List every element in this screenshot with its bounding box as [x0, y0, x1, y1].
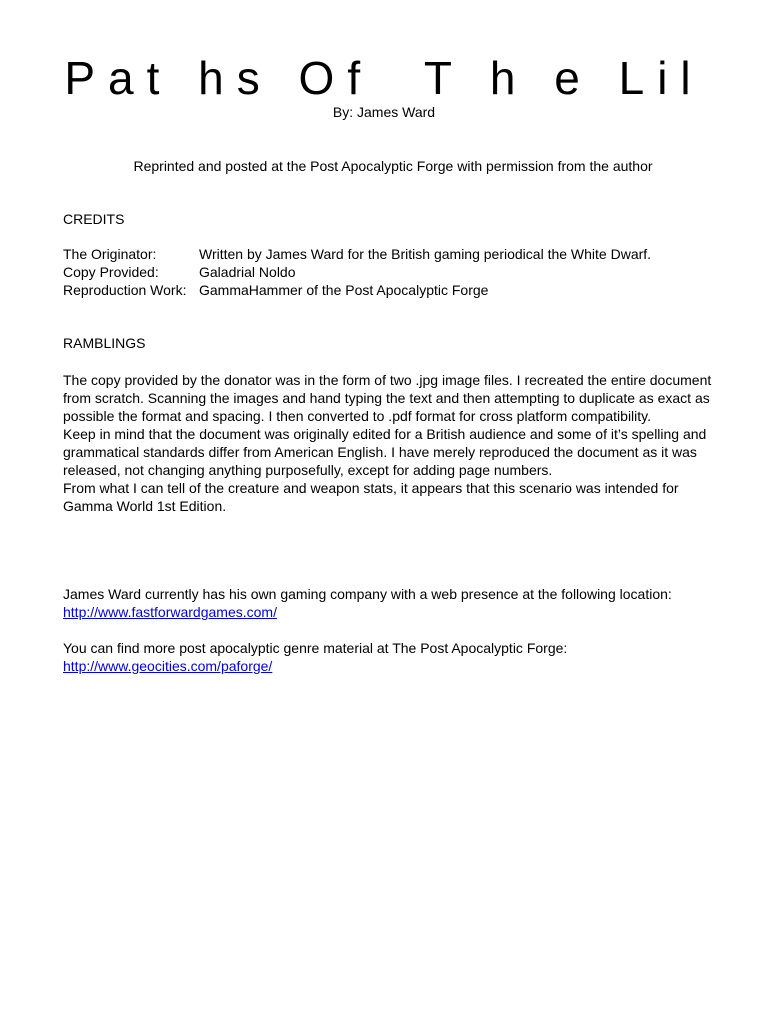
document-title: Pat hs Of T h e Lil	[64, 52, 704, 104]
credits-list	[63, 245, 733, 299]
contact-paforge	[63, 639, 743, 675]
ramblings-body	[63, 371, 729, 515]
ramblings-paragraph: The copy provided by the donator was in the form of two .jpg image files. I recreated the entire document from scratch. Scanning the images and hand typing the text and then attempting to duplicate as exact as possible the format and spacing. I then converted to .pdf format for cross platform compatibility.	[63, 372, 712, 424]
ramblings-paragraph: From what I can tell of the creature and weapon stats, it appears that this scenario was intended for Gamma World 1st Edition.	[63, 480, 679, 514]
reprint-note: Reprinted and posted at the Post Apocalyptic Forge with permission from the author	[133, 158, 653, 174]
credit-label: Reproduction Work:	[63, 282, 187, 298]
credit-value: Written by James Ward for the British gaming periodical the White Dwarf.	[199, 246, 652, 262]
author-byline: By: James Ward	[332, 104, 436, 120]
ramblings-heading: RAMBLINGS	[63, 335, 146, 351]
contact-text: James Ward currently has his own gaming company with a web presence at the following location:	[63, 586, 672, 602]
contact-text: You can find more post apocalyptic genre material at The Post Apocalyptic Forge:	[63, 640, 568, 656]
credit-row-copy-provided	[63, 263, 733, 281]
credit-value: Galadrial Noldo	[199, 264, 296, 280]
credits-heading: CREDITS	[63, 211, 125, 227]
credit-value: GammaHammer of the Post Apocalyptic Forge	[199, 282, 489, 298]
credit-row-originator	[63, 245, 733, 263]
fastforward-link[interactable]: http://www.fastforwardgames.com/	[63, 604, 277, 620]
paforge-link[interactable]: http://www.geocities.com/paforge/	[63, 658, 273, 674]
credit-label: The Originator:	[63, 246, 157, 262]
ramblings-paragraph: Keep in mind that the document was originally edited for a British audience and some of it’s spelling and grammatical standards differ from American English. I have merely reproduced the document as it was released, not changing anything purposefully, except for adding page numbers.	[63, 426, 707, 478]
credit-row-reproduction	[63, 281, 733, 299]
credit-label: Copy Provided:	[63, 264, 159, 280]
contact-fastforward	[63, 585, 743, 621]
